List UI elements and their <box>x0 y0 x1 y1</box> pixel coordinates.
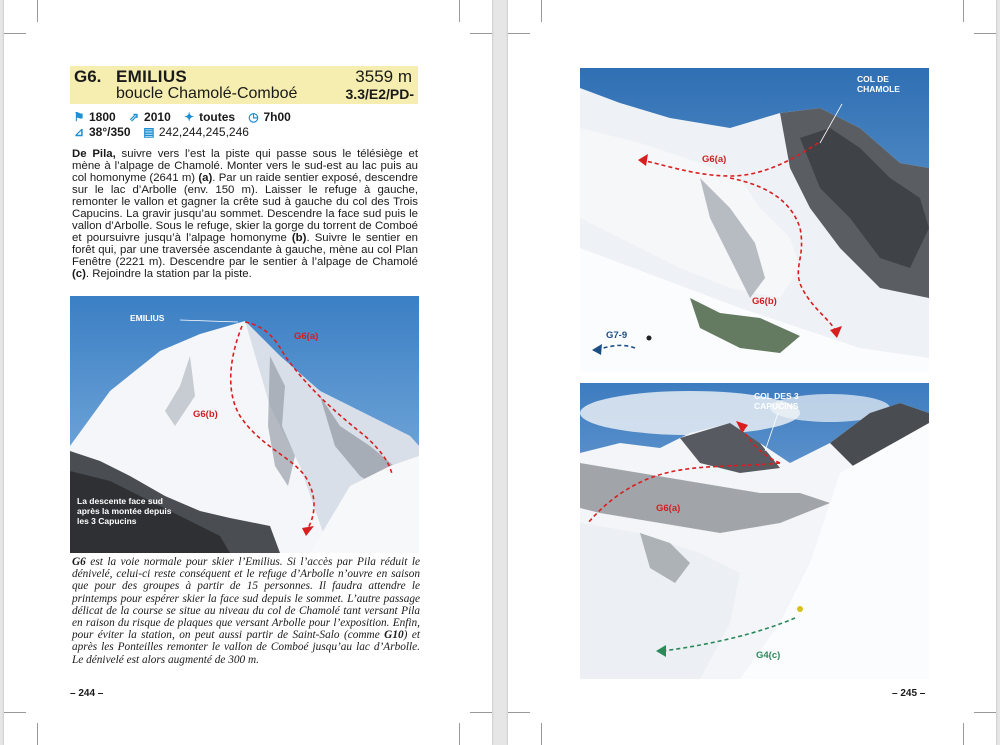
climb-value: 2010 <box>144 110 171 124</box>
route-b-label: G6(b) <box>193 409 218 420</box>
route-a-label: G6(a) <box>656 503 681 514</box>
ref-a: (a) <box>198 172 213 184</box>
peak-label: EMILIUS <box>130 313 165 323</box>
photo-caption-line: après la montée depuis <box>77 506 172 516</box>
description-text: . Suivre le sentier en forêt qui, par une traversée ascendante à gauche, mène au col Plan Fenêtre (2221 m). Descendre par le sentier à l’alpage de Chamolé <box>72 232 419 268</box>
maps-value: 242,244,245,246 <box>158 125 249 139</box>
description-text: . Rejoindre la station par la piste. <box>85 268 252 280</box>
crop-mark <box>963 723 964 745</box>
description-lead: De Pila, <box>72 148 116 160</box>
skier-figure <box>797 606 803 612</box>
route-a-label: G6(a) <box>294 331 319 342</box>
crop-mark <box>37 723 38 745</box>
col-label-line: COL DES 3 <box>754 391 799 401</box>
left-page <box>4 0 492 745</box>
compass-icon: ✦ <box>184 110 195 124</box>
page-number-right: – 245 – <box>892 688 926 699</box>
ref-c: (c) <box>72 268 86 280</box>
col-label-line: CAPUCINS <box>754 401 799 411</box>
crop-mark <box>470 33 492 34</box>
chamole-photo <box>580 68 929 372</box>
route-grade: 3.3/E2/PD- <box>345 86 414 102</box>
description-text: . Par un raide sentier exposé, descendre sur le lac d’Arbolle (env. 150 m). Laisser le refuge à gauche, remonter le vallon et gagner la crête sud à gauche du col des Trois Capucins. La gravir jusqu’au sommet. Descendre la face sud puis le vallon d’Arbolle. Sous le refuge, skier la gorge du torrent de Comboé et poursuivre jusqu’à l’alpage homonyme <box>72 172 418 244</box>
crop-mark <box>508 33 530 34</box>
route-b-label: G6(b) <box>752 296 777 307</box>
route-altitude: 3559 m <box>355 67 412 86</box>
route-commentary <box>72 556 420 666</box>
slope-value: 38°/350 <box>89 125 131 139</box>
route-title-band <box>70 66 418 104</box>
stats-row-1 <box>72 110 299 124</box>
commentary-text: ) et après les Ponteilles remonter le vallon de Comboé jusqu’au lac d’Arbolle. Le dénivelé est alors augmenté de 300 m. <box>72 629 420 666</box>
crop-mark <box>963 0 964 22</box>
flag-icon: ⚑ <box>73 110 85 124</box>
crop-mark <box>541 0 542 22</box>
crop-mark <box>459 0 460 22</box>
crop-mark <box>470 712 492 713</box>
time-value: 7h00 <box>263 110 291 124</box>
crop-mark <box>974 712 996 713</box>
route-a-label: G6(a) <box>702 154 727 165</box>
clock-icon: ◷ <box>248 110 259 124</box>
photo-caption-line: les 3 Capucins <box>77 516 137 526</box>
route-g7-label: G7-9 <box>606 330 628 341</box>
ref-b: (b) <box>291 232 307 244</box>
route-code: G6. <box>74 67 102 86</box>
commentary-ref: G10 <box>384 629 404 642</box>
climb-icon: ⇗ <box>129 110 140 124</box>
right-page <box>508 0 996 745</box>
photo-caption-line: La descente face sud <box>77 496 163 506</box>
slope-icon: ⊿ <box>73 125 85 139</box>
crop-mark <box>508 712 530 713</box>
crop-mark <box>37 0 38 22</box>
crop-mark <box>541 723 542 745</box>
col-label-line: CHAMOLE <box>857 84 900 94</box>
skier-figure <box>647 336 652 341</box>
start-altitude: 1800 <box>89 110 116 124</box>
crop-mark <box>4 712 26 713</box>
route-subtitle: boucle Chamolé-Comboé <box>116 85 298 102</box>
route-description <box>72 148 418 280</box>
map-icon: ▤ <box>143 125 155 139</box>
crop-mark <box>974 33 996 34</box>
page-number-left: – 244 – <box>70 688 104 699</box>
emilius-photo <box>70 296 419 553</box>
commentary-text: est la voie normale pour skier l’Emilius. Si l’accès par Pila réduit le dénivelé, celui-ci reste conséquent et le refuge d’Arbolle n’ouvre en saison que pour des groupes à partir de 15 personnes. Il faudra attendre le printemps pour espérer skier la face sud depuis le sommet. L’autre passage délicat de la course se situe au niveau du col de Chamolé tant versant Pila en raison du risque de plaques que versant Arbolle pour l’exposition. Enfin, pour éviter la station, on peut aussi partir de Saint-Salo (comme <box>72 556 420 642</box>
crop-mark <box>4 33 26 34</box>
stats-row-2 <box>72 125 257 139</box>
description-text: suivre vers l’est la piste qui passe sous le télésiège et mène à l’alpage de Chamolé. Monter vers le sud-est au lac puis au col homonyme (2641 m) <box>72 148 418 184</box>
capucins-photo <box>580 383 929 679</box>
col-label-line: COL DE <box>857 74 889 84</box>
route-name: EMILIUS <box>116 67 188 86</box>
route-g4-label: G4(c) <box>756 650 781 661</box>
commentary-ref: G6 <box>72 556 86 568</box>
exposure-value: toutes <box>199 110 236 124</box>
crop-mark <box>459 723 460 745</box>
